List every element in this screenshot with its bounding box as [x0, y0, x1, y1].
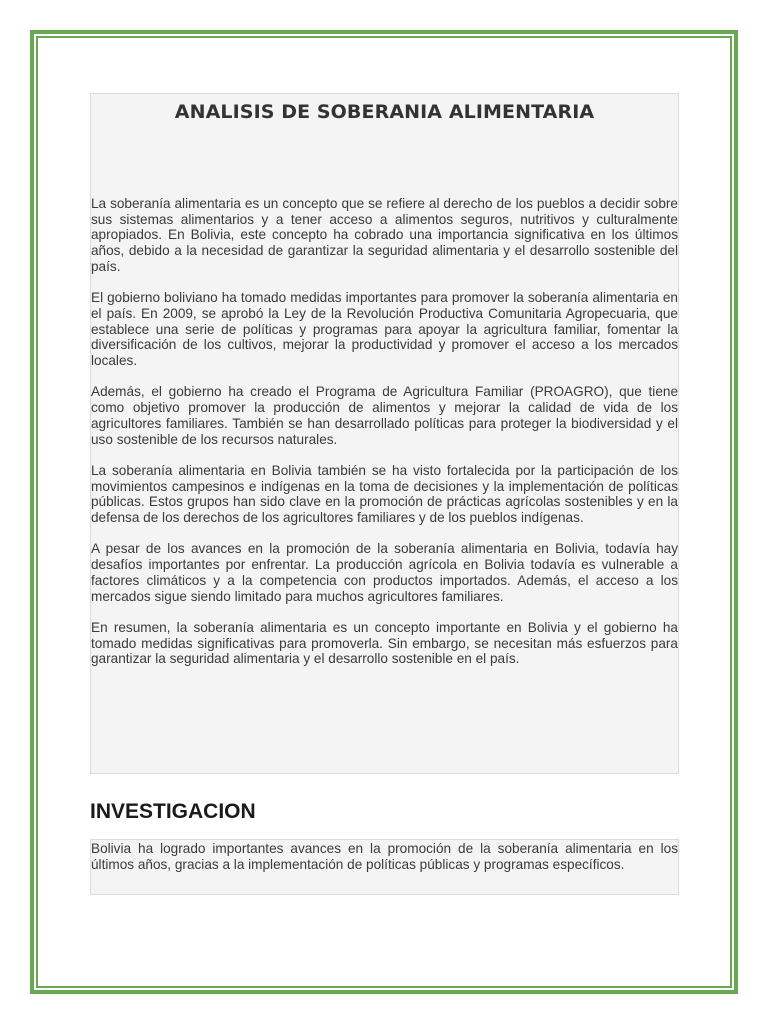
paragraph: La soberanía alimentaria en Bolivia también se ha visto fortalecida por la participación de los movimientos campesinos e indígenas en la toma de decisiones y la implementación de políticas públicas. Estos grupos han sido clave en la promoción de prácticas agrícolas sostenibles y en la defensa de los derechos de los agricultores familiares y de los pueblos indígenas.	[91, 462, 678, 526]
paragraph: Además, el gobierno ha creado el Programa de Agricultura Familiar (PROAGRO), que tiene como objetivo promover la producción de alimentos y mejorar la calidad de vida de los agricultores familiares. También se han desarrollado políticas para proteger la biodiversidad y el uso sostenible de los recursos naturales.	[91, 384, 678, 447]
analysis-body	[91, 196, 678, 683]
document-title: ANALISIS DE SOBERANIA ALIMENTARIA	[174, 101, 595, 123]
section-heading: INVESTIGACION	[90, 800, 256, 823]
analysis-section	[90, 93, 679, 774]
investigation-section	[90, 839, 679, 895]
paragraph: Bolivia ha logrado importantes avances en la promoción de la soberanía alimentaria en los últimos años, gracias a la implementación de políticas públicas y programas específicos.	[91, 841, 678, 872]
paragraph: A pesar de los avances en la promoción de la soberanía alimentaria en Bolivia, todavía hay desafíos importantes por enfrentar. La producción agrícola en Bolivia todavía es vulnerable a factores climáticos y a la competencia con productos importados. Además, el acceso a los mercados sigue siendo limitado para muchos agricultores familiares.	[91, 541, 678, 604]
paragraph: El gobierno boliviano ha tomado medidas importantes para promover la soberanía alimentaria en el país. En 2009, se aprobó la Ley de la Revolución Productiva Comunitaria Agropecuaria, que establece una serie de políticas y programas para apoyar la agricultura familiar, fomentar la diversificación de los cultivos, mejorar la productividad y promover el acceso a los mercados locales.	[91, 290, 678, 369]
investigation-body	[91, 841, 678, 888]
paragraph: La soberanía alimentaria es un concepto que se refiere al derecho de los pueblos a decidir sobre sus sistemas alimentarios y a tener acceso a alimentos seguros, nutritivos y culturalmente apropiados. En Bolivia, este concepto ha cobrado una importancia significativa en los últimos años, debido a la necesidad de garantizar la seguridad alimentaria y el desarrollo sostenible del país.	[91, 196, 678, 274]
paragraph: En resumen, la soberanía alimentaria es un concepto importante en Bolivia y el gobierno ha tomado medidas significativas para promoverla. Sin embargo, se necesitan más esfuerzos para garantizar la seguridad alimentaria y el desarrollo sostenible en el país.	[91, 619, 678, 667]
